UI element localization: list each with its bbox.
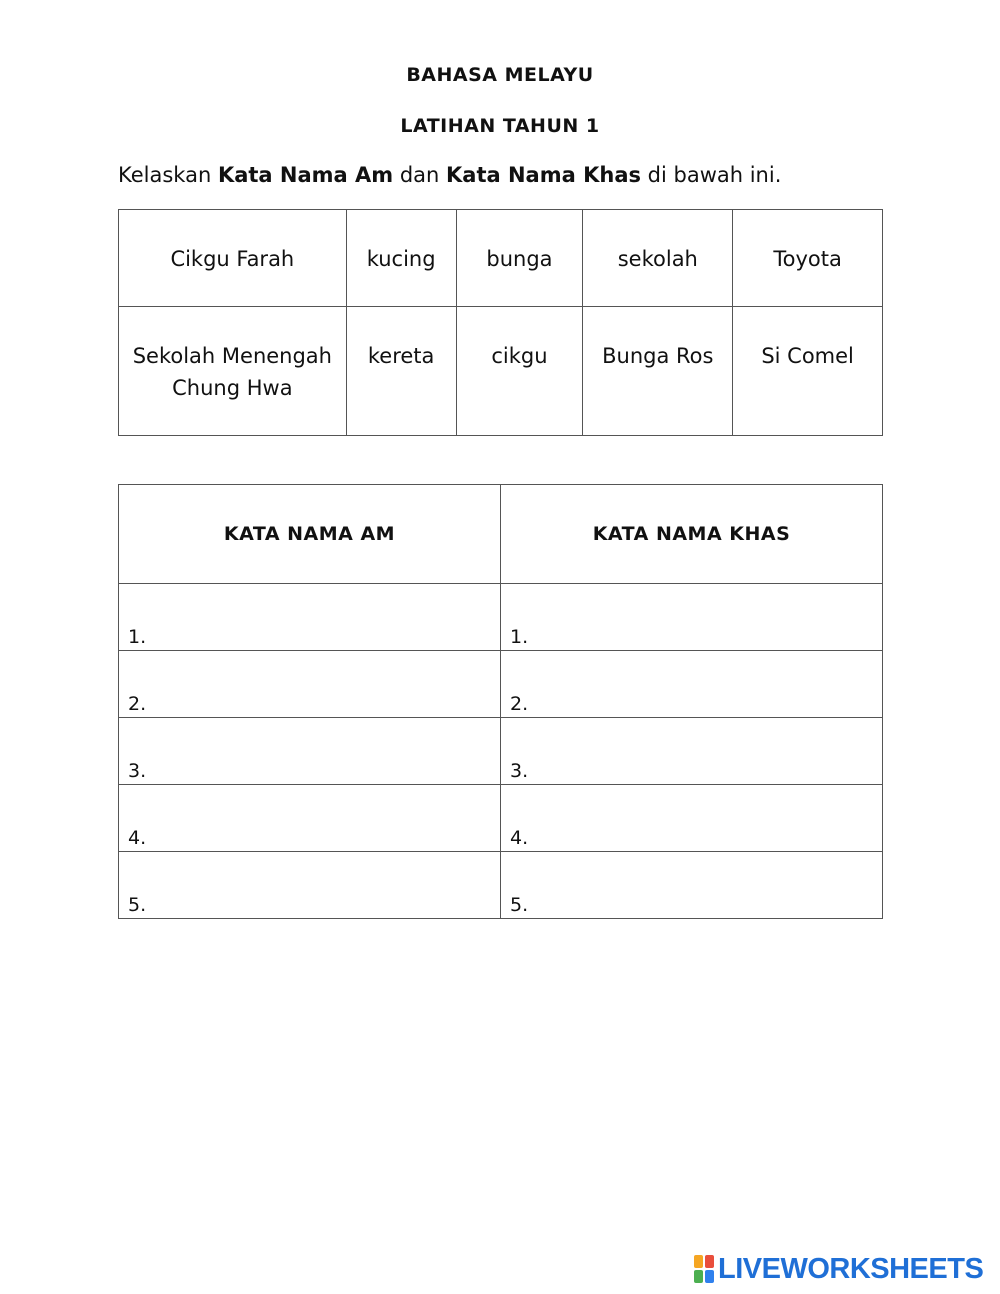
logo-square xyxy=(705,1255,714,1268)
instruction-keyword-khas: Kata Nama Khas xyxy=(446,163,641,187)
answer-field-khas-1[interactable]: 1. xyxy=(501,584,883,651)
answer-field-khas-5[interactable]: 5. xyxy=(501,852,883,919)
answer-field-am-4[interactable]: 4. xyxy=(119,785,501,852)
answer-field-khas-3[interactable]: 3. xyxy=(501,718,883,785)
word-cell: cikgu xyxy=(456,307,583,436)
answer-field-khas-2[interactable]: 2. xyxy=(501,651,883,718)
logo-square xyxy=(705,1270,714,1283)
liveworksheets-logo xyxy=(694,1252,983,1286)
word-cell: Si Comel xyxy=(733,307,883,436)
word-cell: kucing xyxy=(346,210,456,307)
answer-field-am-5[interactable]: 5. xyxy=(119,852,501,919)
word-cell: Sekolah Menengah Chung Hwa xyxy=(119,307,347,436)
word-cell: Cikgu Farah xyxy=(119,210,347,307)
logo-square xyxy=(694,1270,703,1283)
answer-table xyxy=(118,484,883,919)
answer-field-am-2[interactable]: 2. xyxy=(119,651,501,718)
answer-field-am-3[interactable]: 3. xyxy=(119,718,501,785)
word-cell: Toyota xyxy=(733,210,883,307)
liveworksheets-logo-icon xyxy=(694,1255,714,1283)
header-kata-nama-am: KATA NAMA AM xyxy=(119,485,501,584)
subject-title: BAHASA MELAYU xyxy=(406,64,594,86)
word-cell: sekolah xyxy=(583,210,733,307)
answer-field-khas-4[interactable]: 4. xyxy=(501,785,883,852)
exercise-title: LATIHAN TAHUN 1 xyxy=(400,115,600,137)
word-bank-table xyxy=(118,209,883,436)
answer-field-am-1[interactable]: 1. xyxy=(119,584,501,651)
instruction-keyword-am: Kata Nama Am xyxy=(217,163,394,187)
instruction-text: Kelaskan Kata Nama Am dan Kata Nama Khas di bawah ini. xyxy=(118,163,782,187)
word-cell: Bunga Ros xyxy=(583,307,733,436)
logo-square xyxy=(694,1255,703,1268)
logo-wordmark: LIVEWORKSHEETS xyxy=(718,1252,984,1285)
word-cell: kereta xyxy=(346,307,456,436)
word-cell: bunga xyxy=(456,210,583,307)
header-kata-nama-khas: KATA NAMA KHAS xyxy=(501,485,883,584)
